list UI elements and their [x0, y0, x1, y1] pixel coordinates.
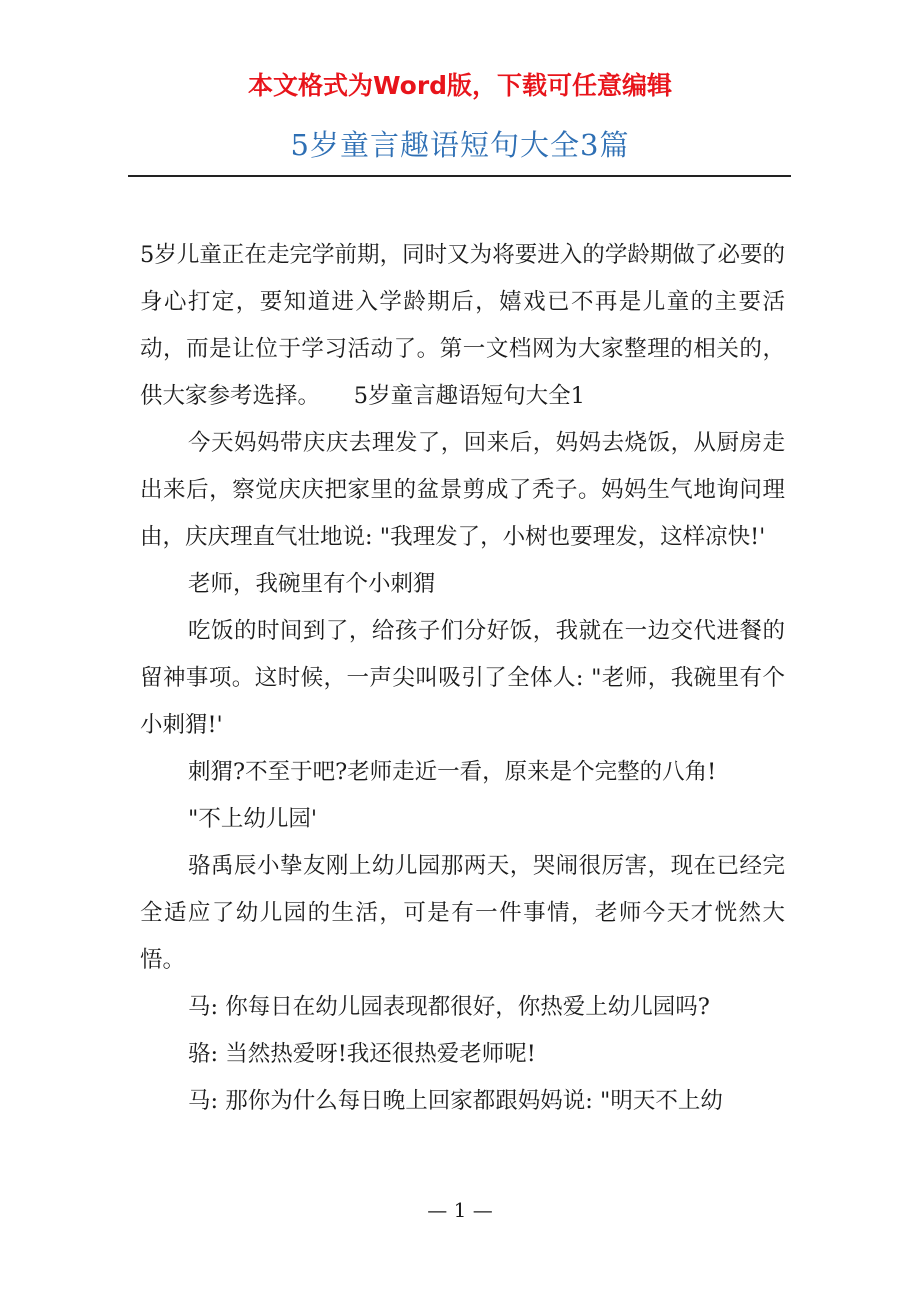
story-paragraph: 吃饭的时间到了，给孩子们分好饭，我就在一边交代进餐的留神事项。这时候，一声尖叫吸引了全体人: "老师，我碗里有个小刺猬!' — [140, 618, 785, 738]
document-title: 5岁童言趣语短句大全3篇 — [290, 128, 630, 162]
story-paragraph: 骆禹辰小挚友刚上幼儿园那两天，哭闹很厉害，现在已经完全适应了幼儿园的生活，可是有一件事情，老师今天才恍然大悟。 — [140, 853, 785, 973]
story-paragraph: 刺猬?不至于吧?老师走近一看，原来是个完整的八角! — [188, 759, 717, 785]
download-notice: 本文格式为Word版，下载可任意编辑 — [247, 71, 673, 100]
dialogue-line: 骆: 当然热爱呀!我还很热爱老师呢! — [188, 1041, 536, 1067]
document-body — [140, 232, 785, 1125]
page-number: — 1 — — [427, 1198, 493, 1222]
story-paragraph: 今天妈妈带庆庆去理发了，回来后，妈妈去烧饭，从厨房走出来后，察觉庆庆把家里的盆景剪成了秃子。妈妈生气地询问理由，庆庆理直气壮地说: "我理发了，小树也要理发，这样凉快!' — [140, 430, 785, 550]
title-divider — [128, 175, 791, 177]
intro-paragraph: 5岁儿童正在走完学前期，同时又为将要进入的学龄期做了必要的身心打定，要知道进入学龄期后，嬉戏已不再是儿童的主要活动，而是让位于学习活动了。第一文档网为大家整理的相关的，供大家参考选择。 5岁童言趣语短句大全1 — [140, 242, 785, 409]
story-heading: "不上幼儿园' — [188, 806, 318, 832]
dialogue-line: 马: 你每日在幼儿园表现都很好，你热爱上幼儿园吗? — [188, 994, 710, 1020]
dialogue-line: 马: 那你为什么每日晚上回家都跟妈妈说: "明天不上幼 — [188, 1088, 723, 1114]
story-heading: 老师，我碗里有个小刺猬 — [188, 571, 436, 597]
